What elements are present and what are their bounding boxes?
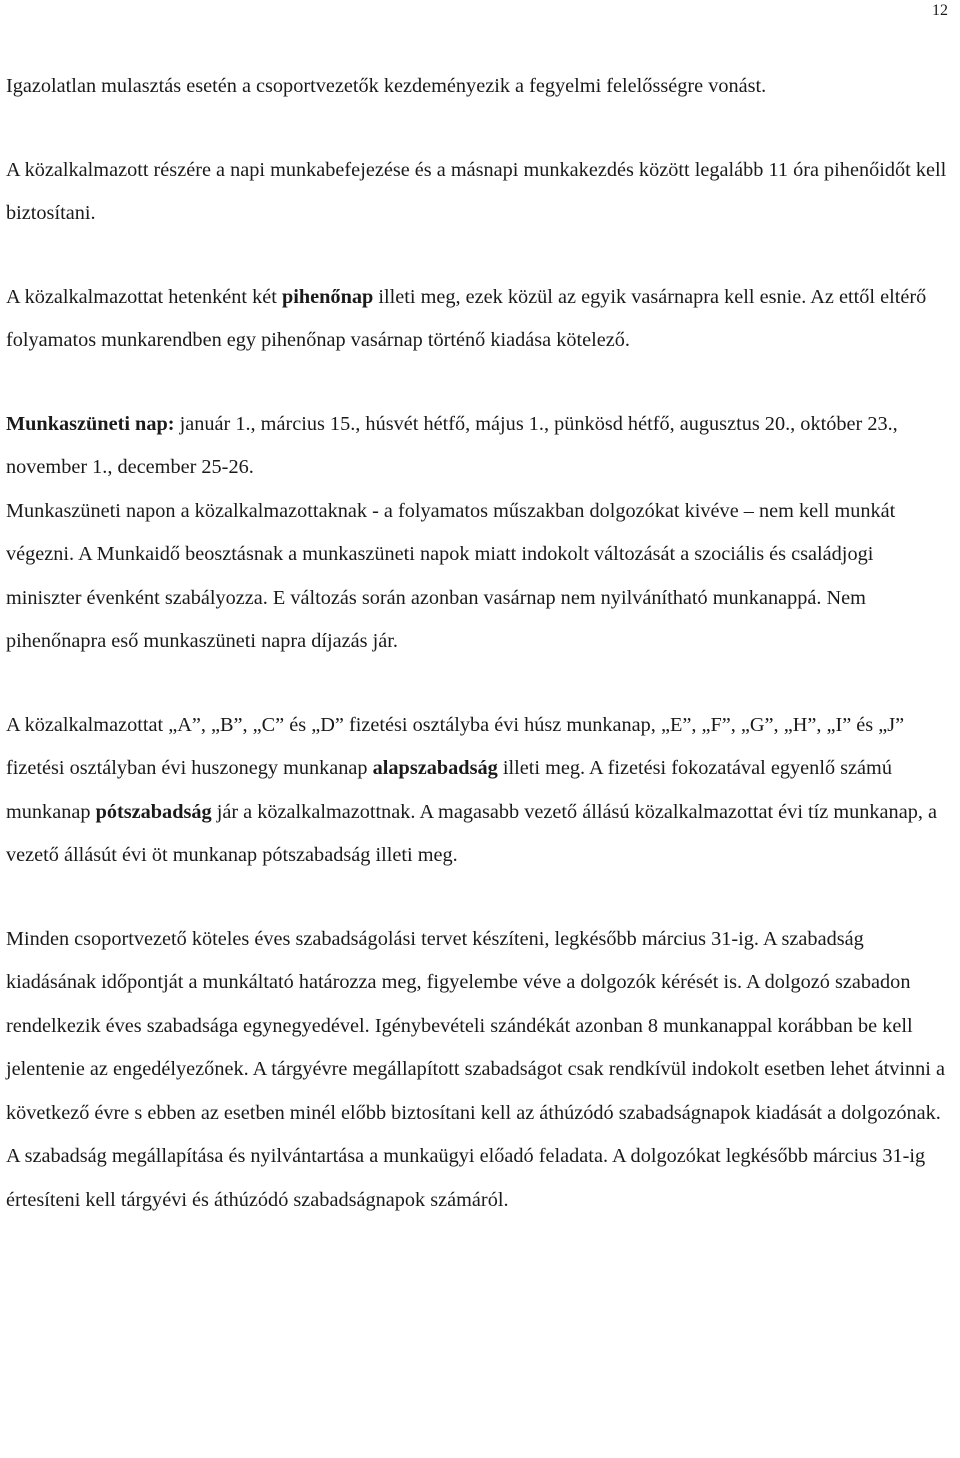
- paragraph-leave-entitlement: [6, 704, 948, 878]
- public-holiday-term: Munkaszüneti nap:: [6, 412, 175, 435]
- paragraph-rest-time: A közalkalmazott részére a napi munkabefejezése és a másnapi munkakezdés között legalább 11 óra pihenőidőt kell biztosítani.: [6, 158, 947, 224]
- document-body: [6, 65, 948, 1222]
- page-number: 12: [932, 2, 948, 19]
- paragraph-unexcused-absence: Igazolatlan mulasztás esetén a csoportvezetők kezdeményezik a fegyelmi felelősségre vonást.: [6, 75, 767, 97]
- public-holiday-list: január 1., március 15., húsvét hétfő, május 1., pünkösd hétfő, augusztus 20., október 23., november 1., december 25-26.: [6, 412, 898, 478]
- paragraph-leave-planning: Minden csoportvezető köteles éves szabadságolási tervet készíteni, legkésőbb március 31-ig. A szabadság kiadásának időpontját a munkáltató határozza meg, figyelembe véve a dolgozók kérését is. A dolgozó szabadon rendelkezik éves szabadsága egynegyedével. Igénybevételi szándékát azonban 8 munkanappal korábban be kell jelentenie az engedélyezőnek. A tárgyévre megállapított szabadságot csak rendkívül indokolt esetben lehet átvinni a következő évre s ebben az esetben minél előbb biztosítani kell az áthúzódó szabadságnapok kiadását a dolgozónak.: [6, 927, 945, 1124]
- rest-day-term: pihenőnap: [281, 285, 374, 308]
- extra-leave-term: pótszabadság: [95, 800, 212, 823]
- base-leave-term: alapszabadság: [372, 757, 498, 779]
- paragraph-public-holidays: [6, 403, 948, 490]
- paragraph-rest-day: [6, 276, 948, 363]
- rest-day-text-before: A közalkalmazottat hetenként két: [6, 285, 282, 308]
- rest-day-text-after: illeti meg, ezek közül az egyik vasárnapra kell esnie. Az ettől eltérő folyamatos munkarendben egy pihenőnap vasárnap történő kiadása kötelező.: [6, 285, 927, 351]
- paragraph-holiday-work: Munkaszüneti napon a közalkalmazottaknak - a folyamatos műszakban dolgozókat kivéve – nem kell munkát végezni. A Munkaidő beosztásnak a munkaszüneti napok miatt indokolt változását a szociális és családjogi miniszter évenként szabályozza. E változás során azonban vasárnap nem nyilvánítható munkanappá. Nem pihenőnapra eső munkaszüneti napra díjazás jár.: [6, 499, 896, 652]
- paragraph-leave-records: A szabadság megállapítása és nyilvántartása a munkaügyi előadó feladata. A dolgozókat legkésőbb március 31-ig értesíteni kell tárgyévi és áthúzódó szabadságnapok számáról.: [6, 1145, 926, 1211]
- leave-text-mid: illeti meg. A fizetési fokozatával egyenlő számú munkanap: [6, 757, 892, 823]
- leave-text-after: jár a közalkalmazottnak. A magasabb vezető állású közalkalmazottat évi tíz munkanap, a vezető állásút évi öt munkanap pótszabadság illeti meg.: [6, 800, 937, 866]
- leave-text-before: A közalkalmazottat „A”, „B”, „C” és „D” fizetési osztályba évi húsz munkanap, „E”, „F”, „G”, „H”, „I” és „J” fizetési osztályban évi huszonegy munkanap: [6, 713, 905, 779]
